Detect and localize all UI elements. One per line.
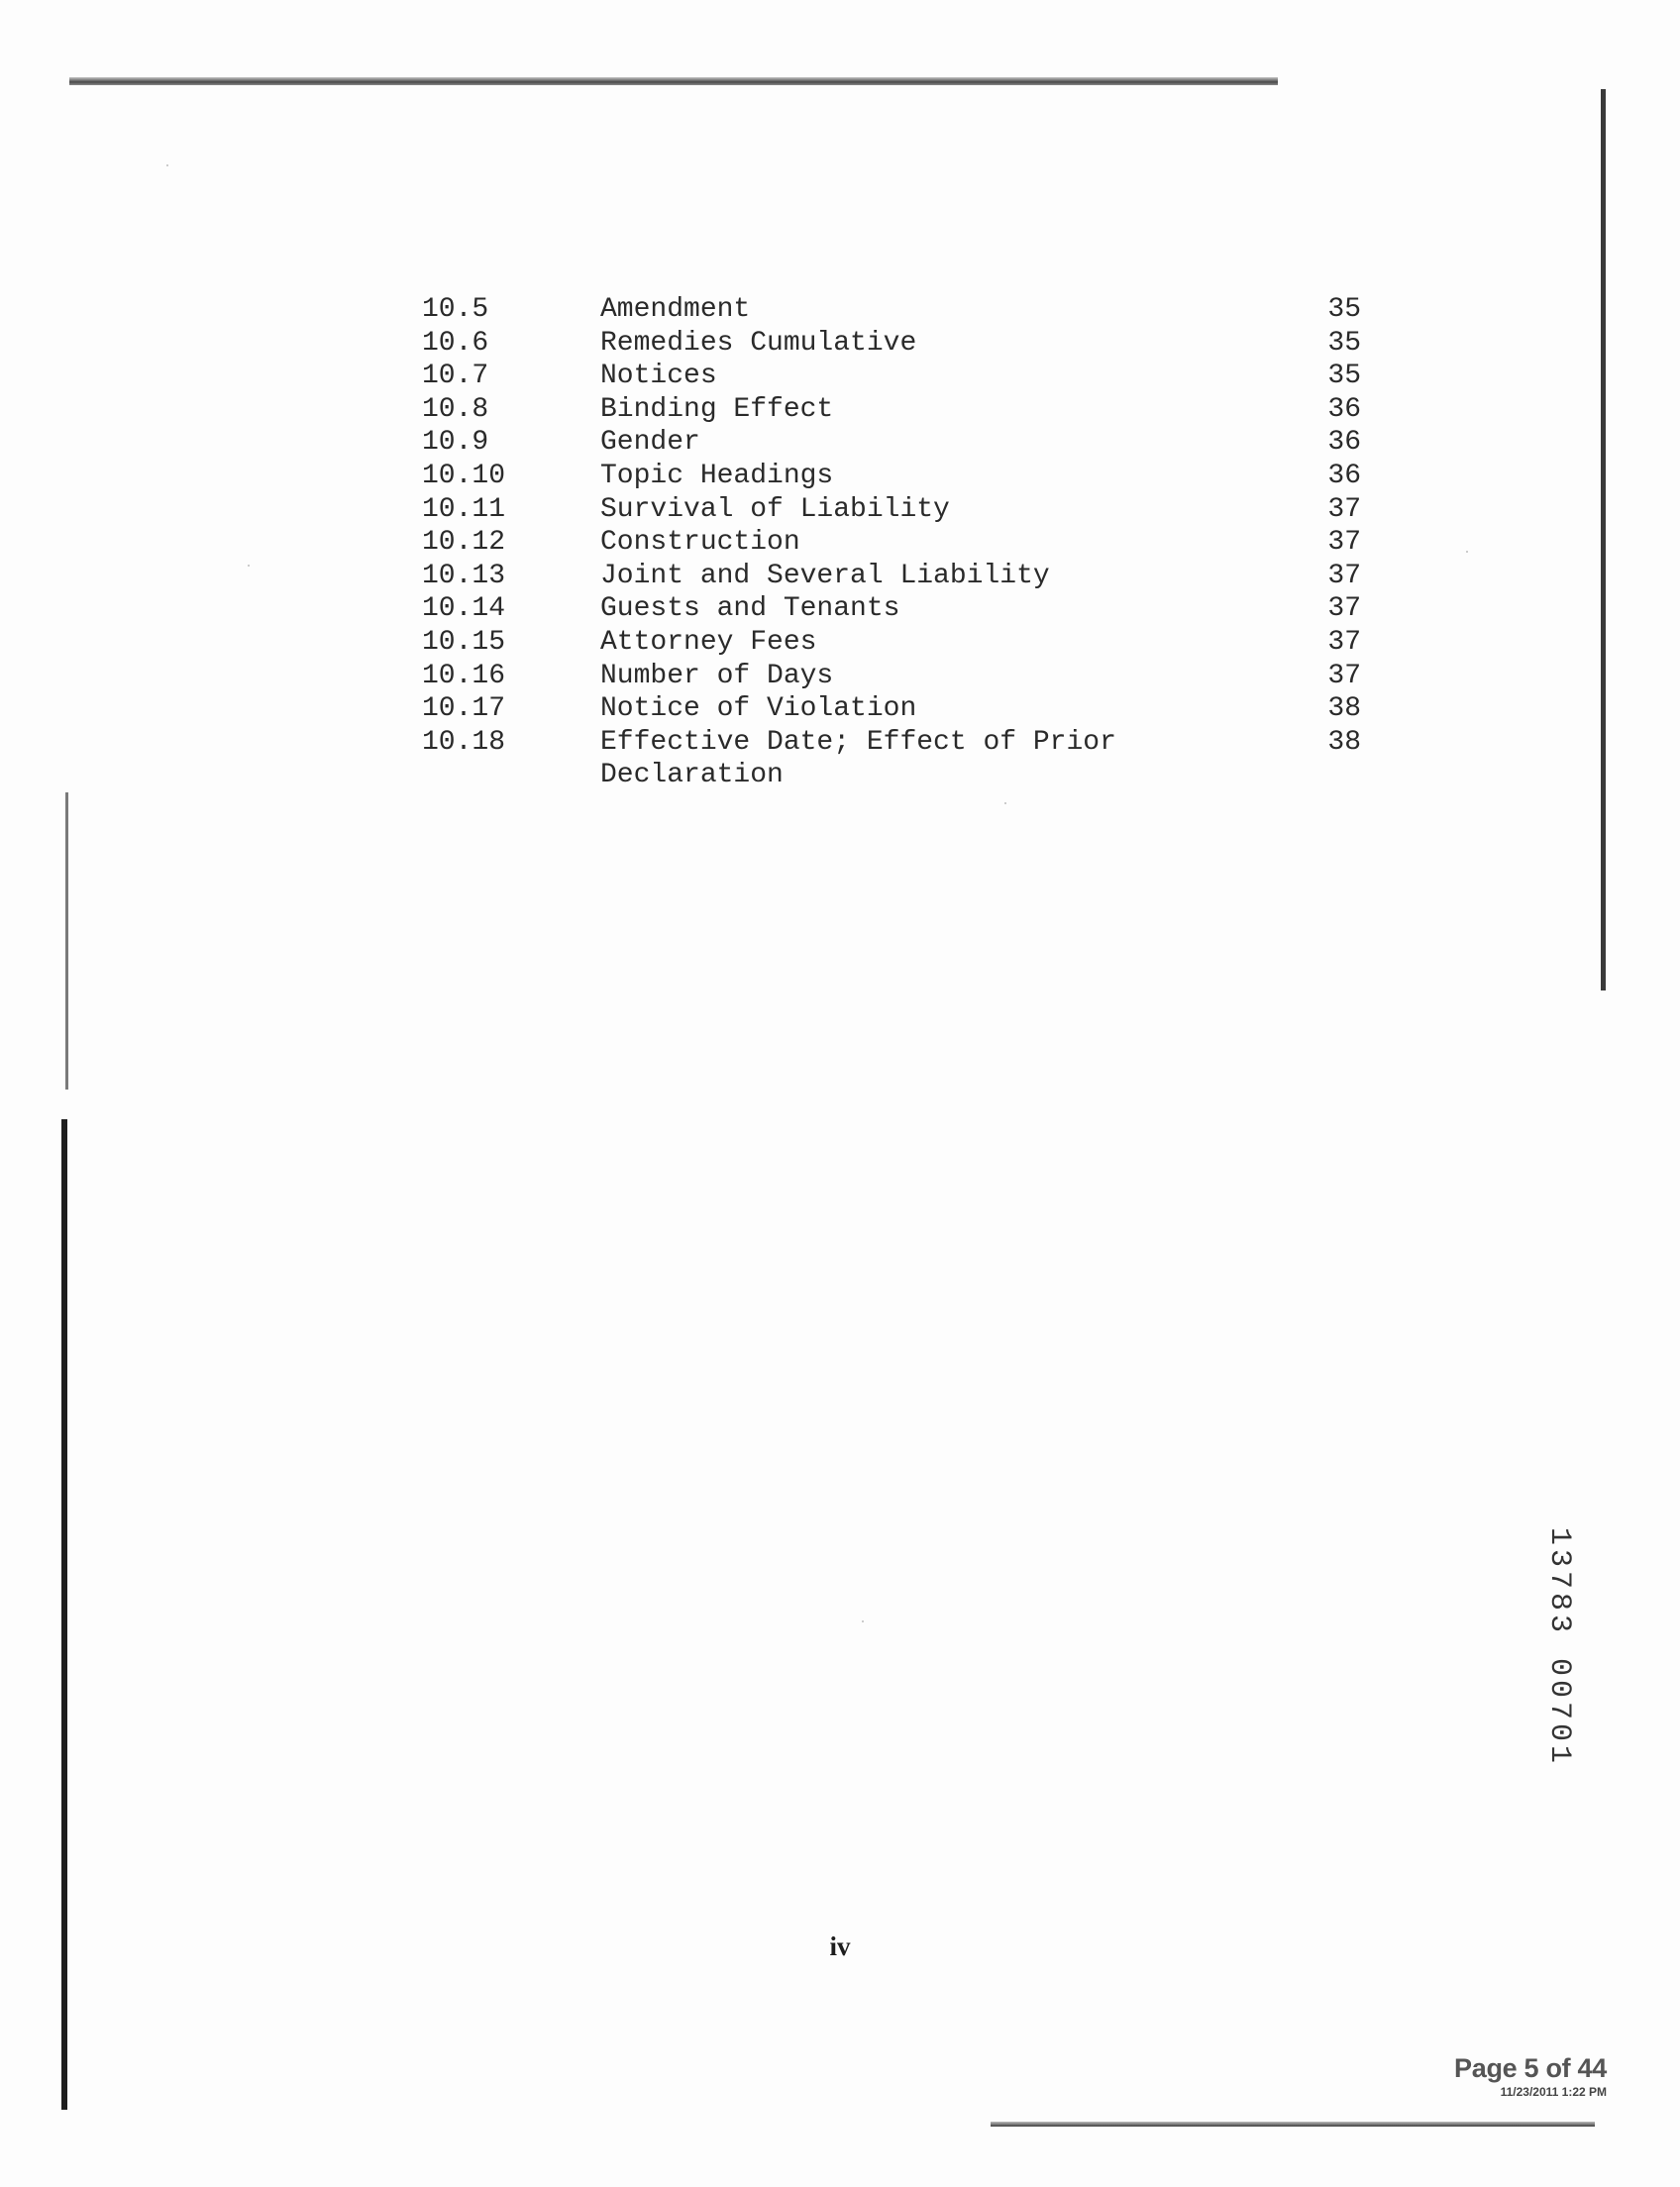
toc-section-title [600,726,1195,792]
toc-entry [422,726,1373,792]
toc-section-number: 10.8 [422,393,489,425]
toc-page-number: 38 [1327,726,1361,758]
doc-id-digit: 7 [1542,1570,1576,1589]
scan-speck [1004,802,1006,804]
doc-id-digit: 1 [1542,1744,1576,1763]
doc-id-digit: 0 [1542,1679,1576,1698]
toc-page-number: 36 [1327,460,1361,491]
scan-speck [1466,551,1468,553]
toc-section-title: Amendment [600,294,751,325]
scan-speck [862,1620,864,1622]
toc-section-title-line2: Declaration [600,760,784,791]
page-number-roman: iv [829,1931,851,1961]
toc-page-number: 36 [1327,427,1361,459]
toc-section-number: 10.14 [422,593,506,625]
scan-bottom-rule [991,2122,1595,2127]
toc-entry [422,293,1373,327]
toc-section-title: Notices [600,361,717,392]
toc-entry [422,660,1373,693]
toc-section-title: Number of Days [600,660,834,691]
toc-section-title: Joint and Several Liability [600,560,1050,591]
footer-stamp [1347,2052,1607,2100]
toc-entry [422,360,1373,393]
toc-page-number: 35 [1327,327,1361,359]
toc-entry [422,592,1373,626]
toc-entry [422,327,1373,361]
toc-page-number: 37 [1327,626,1361,658]
doc-id-digit: 7 [1542,1701,1576,1719]
toc-section-number: 10.17 [422,693,506,725]
toc-section-number: 10.5 [422,294,489,325]
toc-section-number: 10.10 [422,460,506,491]
toc-section-number: 10.13 [422,560,506,591]
footer-timestamp: 11/23/2011 1:22 PM [1500,2085,1607,2099]
toc-page-number: 38 [1327,693,1361,725]
toc-section-title: Remedies Cumulative [600,327,917,359]
toc-section-title: Gender [600,427,700,459]
toc-page-number: 36 [1327,393,1361,425]
doc-id-digit: 3 [1542,1614,1576,1632]
toc-entry [422,692,1373,726]
toc-section-title: Topic Headings [600,460,834,491]
toc-entry [422,560,1373,593]
toc-section-title-line1: Effective Date; Effect of Prior [600,726,1116,758]
toc-entry [422,626,1373,660]
toc-page-number: 37 [1327,660,1361,691]
scan-left-rule-upper [65,792,68,1090]
toc-section-title: Guests and Tenants [600,593,900,625]
toc-entry [422,393,1373,427]
scan-speck [248,565,250,567]
toc-entry [422,526,1373,560]
doc-id-digit: 8 [1542,1592,1576,1611]
toc-page-number: 35 [1327,294,1361,325]
toc-section-number: 10.16 [422,660,506,691]
toc-page-number: 37 [1327,593,1361,625]
toc-section-number: 10.12 [422,527,506,559]
toc-section-number: 10.9 [422,427,489,459]
toc-section-title: Survival of Liability [600,493,950,525]
toc-section-number: 10.11 [422,493,506,525]
doc-id-digit: 0 [1542,1657,1576,1676]
toc-entry [422,460,1373,493]
toc-entry [422,493,1373,527]
footer-page-label: Page 5 of 44 [1454,2053,1607,2083]
document-id-vertical [1541,1525,1577,1765]
toc-entry [422,426,1373,460]
doc-id-digit: 3 [1542,1548,1576,1567]
toc-section-title: Binding Effect [600,393,834,425]
toc-section-number: 10.15 [422,626,506,658]
toc-section-number: 10.6 [422,327,489,359]
toc-page-number: 35 [1327,361,1361,392]
toc-section-number: 10.7 [422,361,489,392]
scan-top-rule [69,77,1278,85]
doc-id-digit: 0 [1542,1722,1576,1741]
toc-section-title: Attorney Fees [600,626,817,658]
toc-section-number: 10.18 [422,726,506,758]
doc-id-digit: 1 [1542,1526,1576,1545]
scan-speck [166,164,168,166]
toc-section-title: Notice of Violation [600,693,917,725]
table-of-contents [422,293,1373,792]
toc-page-number: 37 [1327,493,1361,525]
toc-page-number: 37 [1327,527,1361,559]
scan-left-rule-lower [61,1119,67,2110]
toc-section-title: Construction [600,527,800,559]
toc-page-number: 37 [1327,560,1361,591]
scan-right-rule [1601,89,1606,990]
